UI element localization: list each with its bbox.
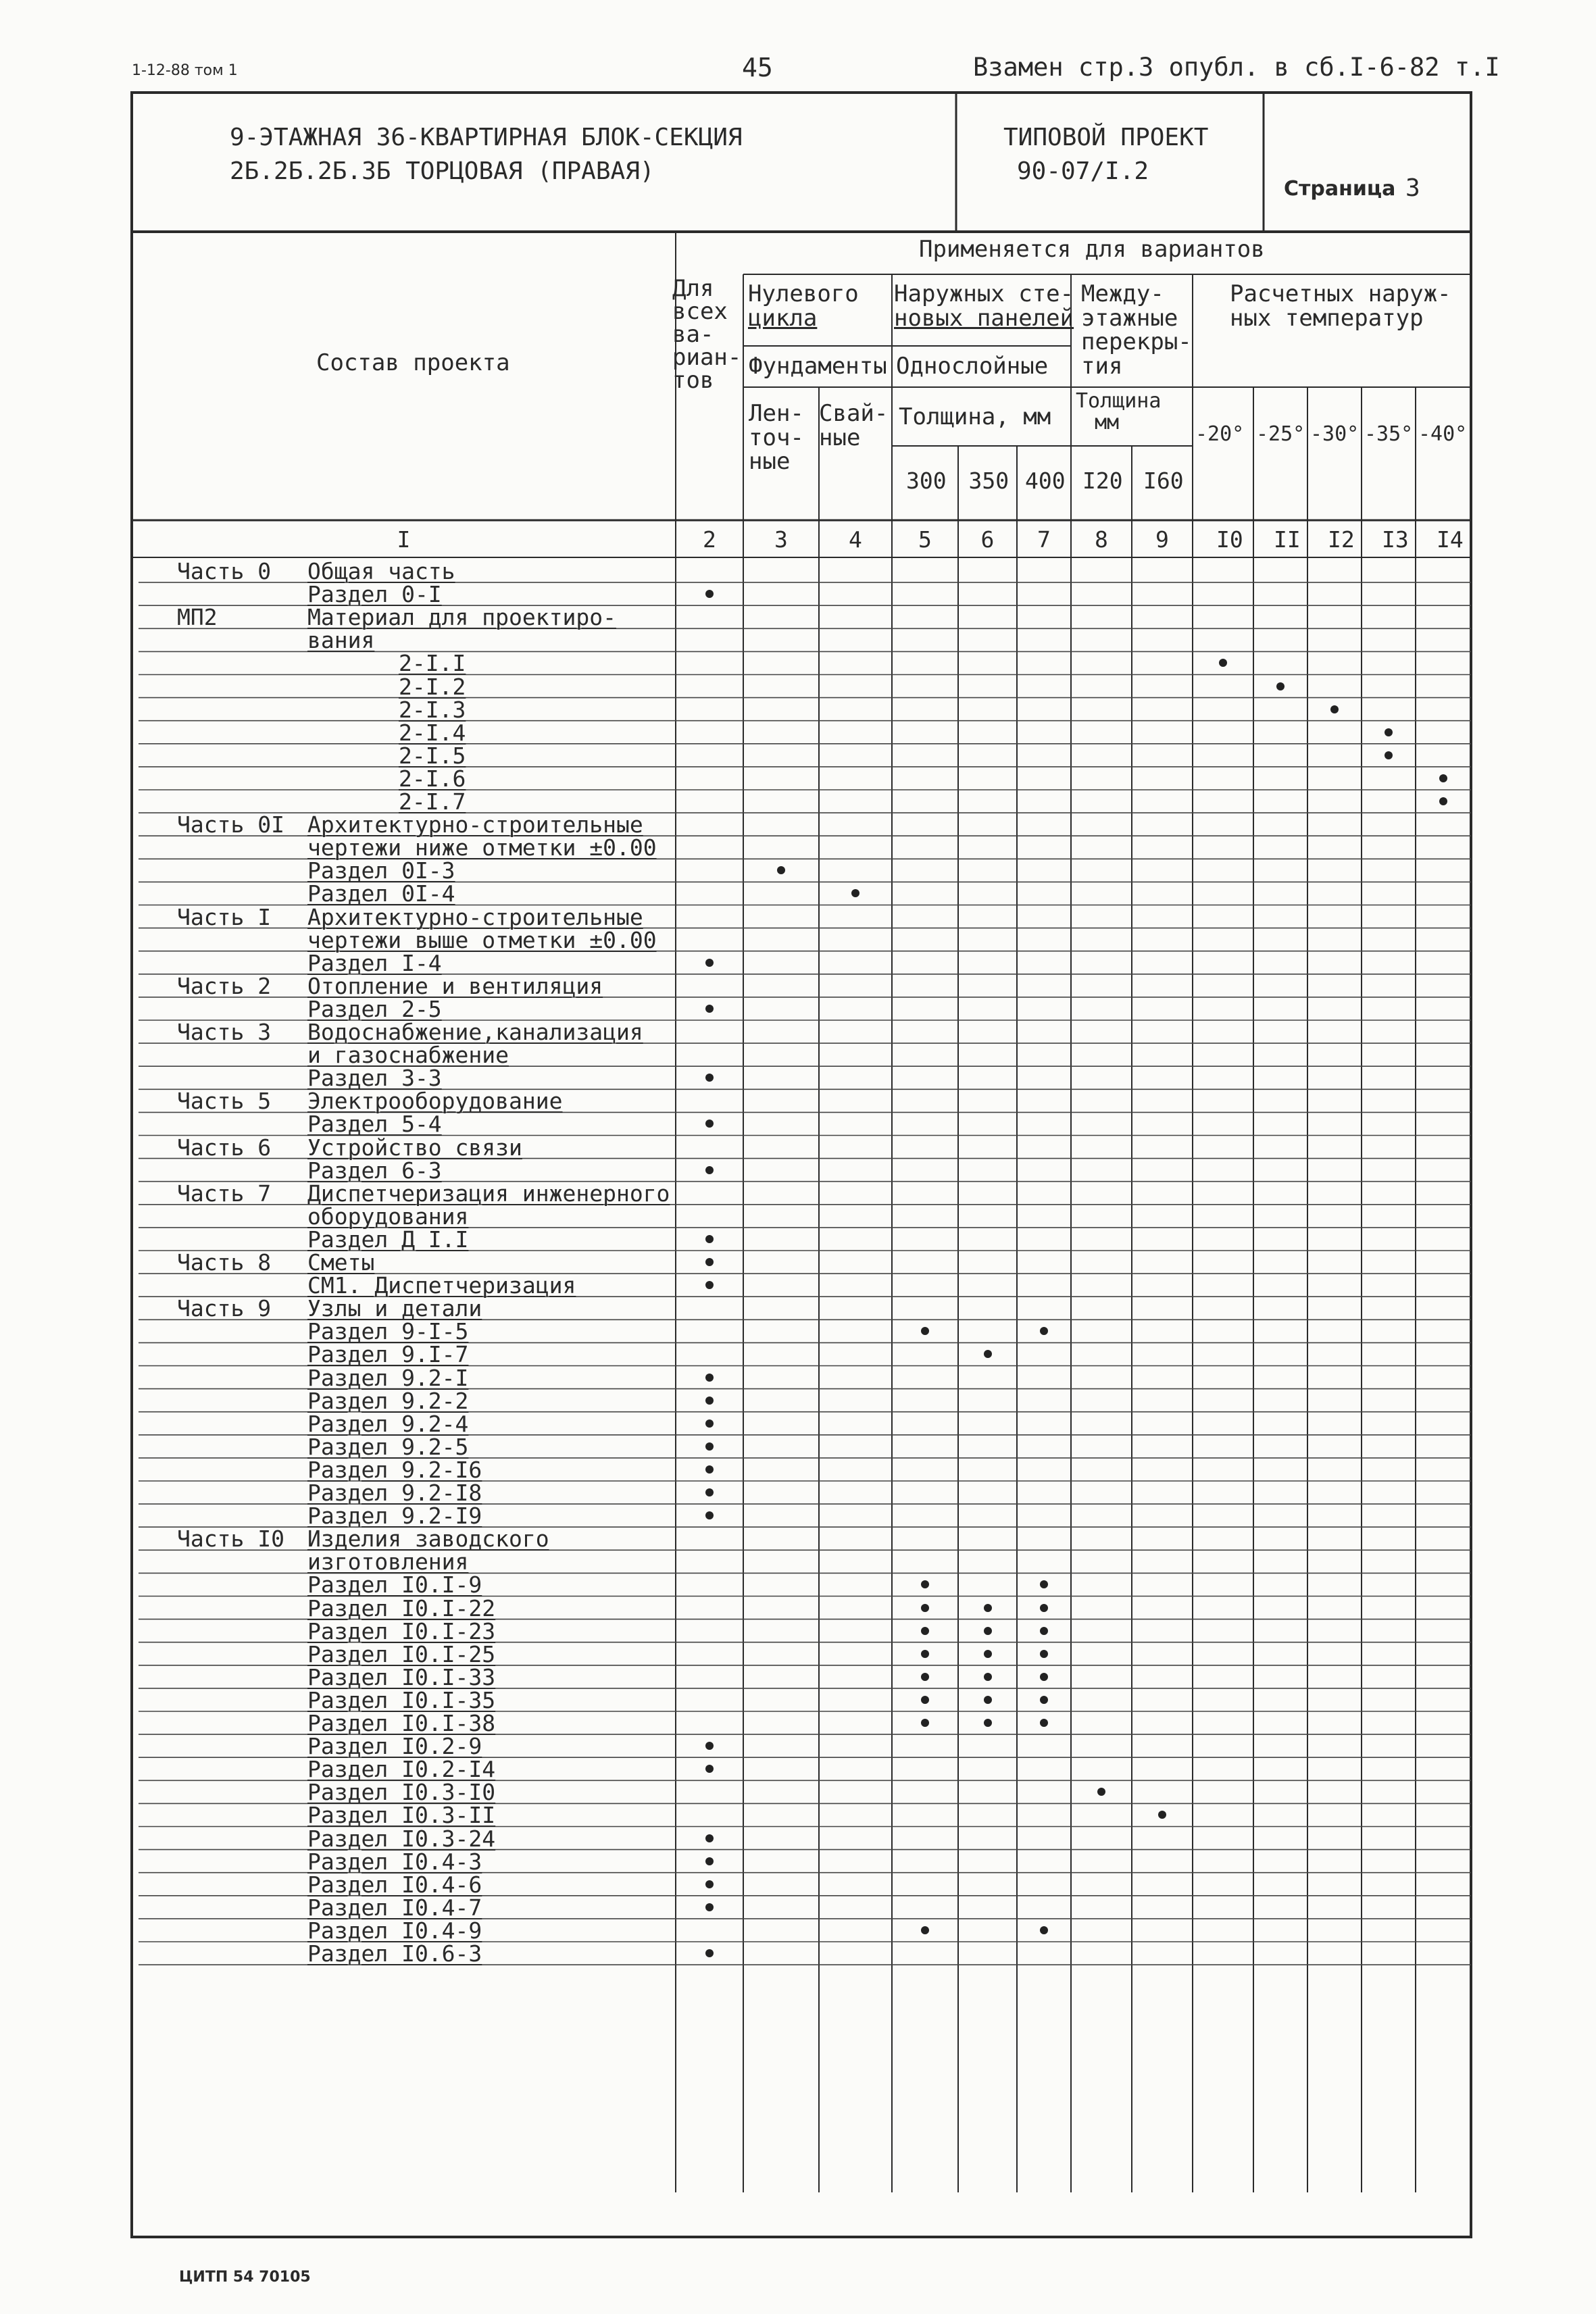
column-number: 4 (849, 526, 862, 553)
applies-dot (1385, 751, 1393, 759)
row-title: Раздел I0.I-33 (307, 1663, 496, 1690)
row-title: Отопление и вентиляция (307, 972, 603, 999)
row-part: Часть 6 (177, 1134, 272, 1161)
row-title: 2-I.7 (399, 788, 466, 815)
row-part: Часть I (177, 903, 272, 930)
row-title: Раздел I0.2-I4 (307, 1756, 496, 1783)
row-title: Материал для проектиро- (307, 604, 616, 631)
applies-dot (705, 1258, 714, 1266)
row-title: Раздел I0.4-9 (307, 1917, 482, 1944)
pile-header: Свай- ные (819, 400, 889, 451)
applies-dot (921, 1926, 929, 1934)
foundations-header: Фундаменты (749, 353, 887, 380)
applies-dot (705, 1949, 714, 1957)
applies-dot (921, 1650, 929, 1658)
applies-dot (1040, 1604, 1048, 1612)
row-title: Раздел I0.6-3 (307, 1940, 482, 1967)
row-title: Раздел 0-I (307, 581, 442, 608)
column-number: I3 (1382, 526, 1409, 553)
row-title: вания (307, 627, 375, 654)
row-title: чертежи ниже отметки ±0.00 (307, 834, 657, 861)
column-number: 6 (980, 526, 995, 553)
applies-dot (984, 1350, 992, 1358)
thickness-value: 300 (906, 468, 947, 494)
row-title: Раздел I0.2-9 (307, 1733, 482, 1760)
row-title: Изделия заводского (307, 1526, 549, 1553)
row-title: Общая часть (307, 558, 455, 584)
row-title: 2-I.4 (399, 719, 466, 746)
zero-cycle-header: Нулевого цикла (748, 280, 859, 332)
column-number: 7 (1037, 526, 1051, 553)
applies-dot (705, 1465, 714, 1474)
applies-for-header: Применяется для вариантов (919, 236, 1265, 263)
applies-dot (705, 1442, 714, 1451)
row-title: Раздел I0.3-II (307, 1802, 496, 1829)
replacement-note: Взамен стр.3 опубл. в сб.I-6-82 т.I (973, 53, 1500, 82)
row-part: Часть 5 (177, 1088, 272, 1115)
row-title: Раздел 9.2-I6 (307, 1456, 482, 1483)
row-title: Раздел 2-5 (307, 995, 442, 1022)
applies-dot (1330, 705, 1339, 713)
project-type-label: ТИПОВОЙ ПРОЕКТ (1003, 124, 1209, 151)
column-number: 2 (703, 526, 716, 553)
row-part: Часть 8 (177, 1249, 272, 1276)
applies-dot (1040, 1650, 1048, 1658)
row-title: Раздел 9.2-I9 (307, 1503, 482, 1530)
row-title: Раздел I0.4-3 (307, 1848, 482, 1875)
applies-dot (921, 1604, 929, 1612)
row-title: Раздел I0.3-I0 (307, 1779, 496, 1806)
applies-dot (705, 959, 714, 967)
column-number: I4 (1437, 526, 1464, 553)
column-number: 3 (774, 526, 788, 553)
row-title: 2-I.6 (399, 765, 466, 792)
row-title: Водоснабжение,канализация (307, 1019, 643, 1045)
row-title: Раздел 9.2-4 (307, 1410, 469, 1437)
applies-dot (705, 1005, 714, 1013)
row-part: Часть 2 (177, 972, 272, 999)
applies-dot (705, 1488, 714, 1496)
column-number: II (1274, 526, 1301, 553)
thickness-value: I20 (1082, 468, 1123, 494)
row-title: Раздел 9.2-I8 (307, 1480, 482, 1506)
floors-header: Между- этажные перекры- тия (1081, 280, 1192, 380)
applies-dot (921, 1696, 929, 1704)
applies-dot (1276, 682, 1285, 690)
page-number: 45 (742, 53, 773, 82)
doc-code: 1-12-88 том 1 (132, 62, 238, 79)
row-title: СМ1. Диспетчеризация (307, 1272, 576, 1299)
row-title: 2-I.2 (399, 673, 466, 700)
applies-dot (984, 1604, 992, 1612)
row-title: Раздел 9.2-2 (307, 1387, 469, 1414)
row-title: Раздел I0.I-25 (307, 1640, 496, 1667)
row-title: и газоснабжение (307, 1042, 509, 1069)
row-title: Раздел I-4 (307, 949, 442, 976)
applies-dot (1385, 728, 1393, 736)
thickness2-header: Толщина мм (1076, 389, 1162, 434)
applies-dot (921, 1627, 929, 1635)
row-title: Раздел 9.2-I (307, 1364, 469, 1391)
applies-dot (1040, 1719, 1048, 1727)
row-title: Архитектурно-строительные (307, 903, 643, 930)
temperature-value: -25° (1256, 422, 1305, 446)
row-title: оборудования (307, 1203, 469, 1230)
column-number: 8 (1095, 526, 1108, 553)
thickness-value: 400 (1025, 468, 1066, 494)
outer-walls-header: Наружных сте- новых панелей (894, 280, 1074, 332)
single-layer-header: Однослойные (896, 353, 1049, 380)
applies-dot (984, 1673, 992, 1681)
row-title: 2-I.3 (399, 696, 466, 723)
row-part: Часть 0I (177, 811, 284, 838)
sheet-number: 3 (1405, 174, 1420, 202)
row-title: 2-I.I (399, 650, 466, 677)
row-title: Раздел 0I-3 (307, 857, 455, 884)
row-title: 2-I.5 (399, 742, 466, 769)
applies-dot (921, 1719, 929, 1727)
applies-dot (1040, 1673, 1048, 1681)
row-title: Раздел 3-3 (307, 1065, 442, 1092)
applies-dot (1439, 774, 1447, 782)
thickness-header: Толщина, мм (899, 403, 1051, 430)
applies-dot (984, 1650, 992, 1658)
row-title: Раздел 9-I-5 (307, 1318, 469, 1345)
row-part: Часть I0 (177, 1526, 284, 1553)
applies-dot (705, 1834, 714, 1842)
applies-dot (984, 1696, 992, 1704)
column-number: I0 (1216, 526, 1243, 553)
strip-header: Лен- точ- ные (749, 400, 804, 476)
applies-dot (705, 1235, 714, 1243)
row-title: Сметы (307, 1249, 375, 1276)
column-number: I2 (1328, 526, 1355, 553)
row-title: Раздел I0.3-24 (307, 1825, 496, 1852)
applies-dot (921, 1673, 929, 1681)
row-title: Раздел I0.4-7 (307, 1894, 482, 1921)
row-title: Узлы и детали (307, 1295, 482, 1322)
row-title: Раздел I0.I-23 (307, 1617, 496, 1644)
row-title: Раздел 5-4 (307, 1111, 442, 1138)
row-part: Часть 9 (177, 1295, 272, 1322)
row-title: Раздел I0.I-38 (307, 1710, 496, 1736)
applies-dot (984, 1719, 992, 1727)
project-number: 90-07/I.2 (1017, 157, 1149, 185)
applies-dot (1040, 1627, 1048, 1635)
row-title: Устройство связи (307, 1134, 522, 1161)
row-title: Раздел I0.I-22 (307, 1594, 496, 1621)
row-title: Раздел I0.I-9 (307, 1571, 482, 1599)
temperature-value: -30° (1310, 422, 1360, 446)
thickness-value: I60 (1143, 468, 1184, 494)
row-title: Архитектурно-строительные (307, 811, 643, 838)
applies-dot (705, 1166, 714, 1174)
row-title: Раздел Д I.I (307, 1226, 469, 1253)
temperature-value: -40° (1418, 422, 1468, 446)
sheet-label: Страница (1284, 177, 1396, 201)
row-title: Раздел I0.I-35 (307, 1686, 496, 1713)
composition-header: Состав проекта (316, 349, 510, 376)
thickness-value: 350 (968, 468, 1009, 494)
row-title: Диспетчеризация инженерного (307, 1180, 670, 1207)
applies-dot (705, 1397, 714, 1405)
applies-dot (705, 1419, 714, 1428)
column-number: 9 (1155, 526, 1169, 553)
footer-stamp: ЦИТП 54 70105 (179, 2269, 311, 2286)
row-title: Раздел I0.4-6 (307, 1871, 482, 1898)
applies-dot (705, 1374, 714, 1382)
temps-header: Расчетных наруж- ных температур (1230, 280, 1451, 332)
row-title: чертежи выше отметки ±0.00 (307, 926, 657, 953)
applies-dot (1040, 1926, 1048, 1934)
applies-dot (705, 1903, 714, 1911)
row-title: Раздел 0I-4 (307, 880, 455, 907)
row-part: Часть 7 (177, 1180, 272, 1207)
all-variants-header: Для всех ва- риан- тов (672, 275, 742, 394)
column-number: I (397, 526, 411, 553)
row-title: Раздел 9.2-5 (307, 1433, 469, 1460)
project-title-line1: 9-ЭТАЖНАЯ 36-КВАРТИРНАЯ БЛОК-СЕКЦИЯ (230, 124, 743, 151)
applies-dot (984, 1627, 992, 1635)
applies-dot (1040, 1696, 1048, 1704)
temperature-value: -35° (1364, 422, 1414, 446)
row-part: МП2 (177, 604, 218, 631)
column-number: 5 (918, 526, 932, 553)
temperature-value: -20° (1195, 422, 1245, 446)
row-title: Электрооборудование (307, 1088, 563, 1115)
applies-dot (1439, 797, 1447, 805)
row-title: изготовления (307, 1549, 469, 1576)
project-title-line2: 2Б.2Б.2Б.3Б ТОРЦОВАЯ (ПРАВАЯ) (230, 157, 655, 185)
row-title: Раздел 9.I-7 (307, 1341, 469, 1368)
row-title: Раздел 6-3 (307, 1157, 442, 1184)
row-part: Часть 0 (177, 558, 272, 584)
row-part: Часть 3 (177, 1019, 272, 1045)
applies-dot (705, 1857, 714, 1865)
applies-dot (705, 1880, 714, 1888)
